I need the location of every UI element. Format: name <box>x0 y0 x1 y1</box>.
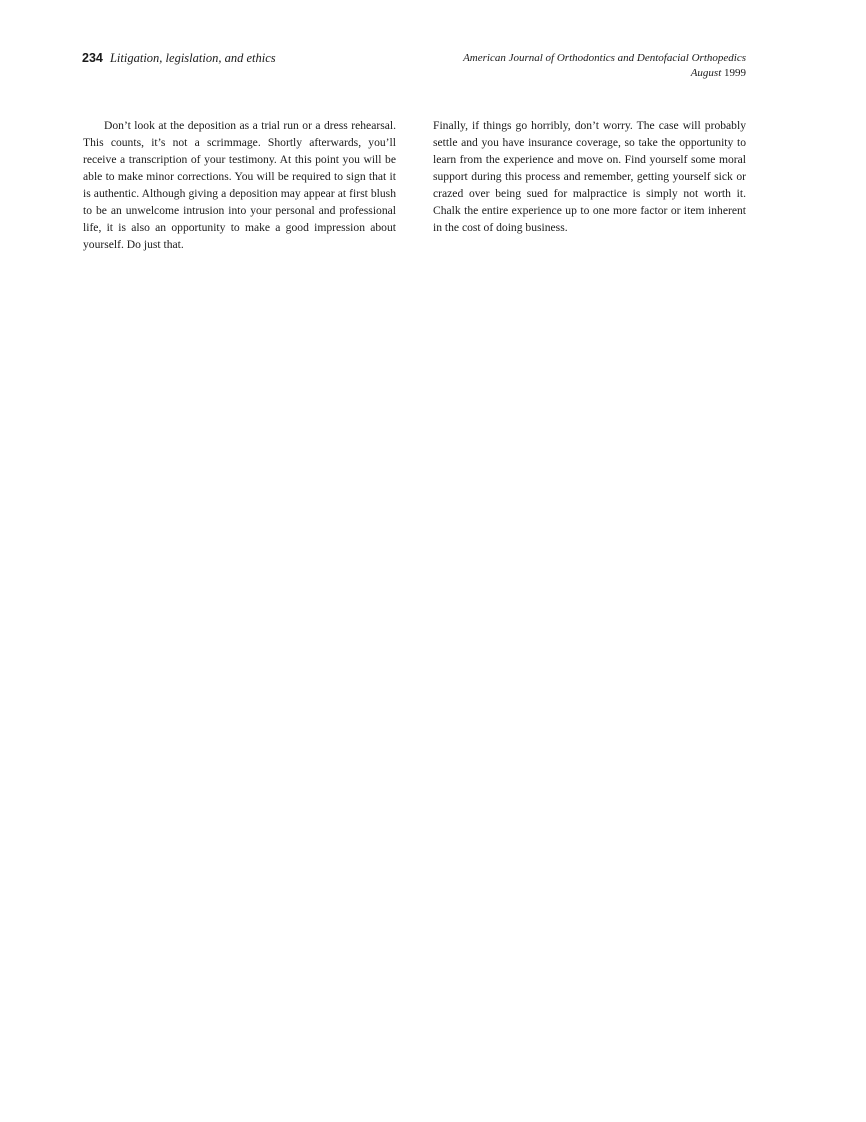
journal-name: American Journal of Orthodontics and Dentofacial Orthopedics <box>463 52 746 64</box>
right-column-paragraph: Finally, if things go horribly, don’t worry. The case will probably settle and you have insurance coverage, so take the opportunity to learn from the experience and move on. Find yourself some moral support during this process and remember, getting yourself sick or crazed over being sued for malpractice is simply not worth it. Chalk the entire experience up to one more factor or item inherent in the cost of doing business. <box>433 119 746 234</box>
right-column <box>433 117 746 236</box>
issue-date <box>463 66 746 81</box>
running-header-left <box>82 50 276 66</box>
running-header-right <box>463 51 746 81</box>
page-number: 234 <box>82 51 103 65</box>
issue-month: August <box>690 67 722 79</box>
section-title: Litigation, legislation, and ethics <box>109 51 276 65</box>
issue-year: 1999 <box>724 67 746 79</box>
left-column-paragraph: Don’t look at the deposition as a trial run or a dress rehearsal. This counts, it’s not a scrimmage. Shortly afterwards, you’ll receive a transcription of your testimony. At this point you will be able to make minor corrections. You will be required to sign that it is authentic. Although giving a deposition may appear at first blush to be an unwelcome intrusion into your personal and professional life, it is also an opportunity to make a good impression about yourself. Do just that. <box>83 119 396 251</box>
left-column <box>83 117 396 253</box>
